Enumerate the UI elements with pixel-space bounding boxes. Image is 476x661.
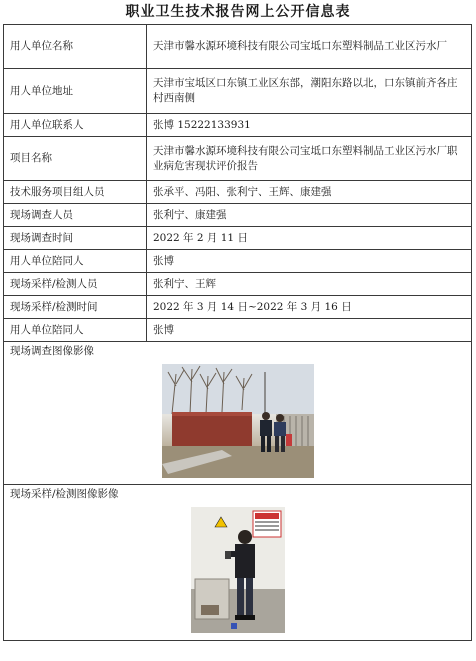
row-value: 张博 15222133931: [147, 114, 472, 137]
row-value: 张利宁、康建强: [147, 204, 472, 227]
table-row: [4, 319, 472, 342]
table-row: [4, 181, 472, 204]
table-row: [4, 227, 472, 250]
row-label: 用人单位陪同人: [4, 250, 147, 273]
row-label: 用人单位名称: [4, 25, 147, 69]
table-row: [4, 485, 472, 641]
table-row: [4, 25, 472, 69]
page-title: 职业卫生技术报告网上公开信息表: [125, 4, 351, 20]
row-value: 张博: [147, 319, 472, 342]
row-label: 现场采样/检测时间: [4, 296, 147, 319]
table-row: [4, 273, 472, 296]
row-value: 2022 年 2 月 11 日: [147, 227, 472, 250]
survey-image-cell: [4, 342, 472, 485]
row-label: 用人单位陪同人: [4, 319, 147, 342]
row-value: 张博: [147, 250, 472, 273]
sampling-image-cell: [4, 485, 472, 641]
sampling-photo-graphic: [191, 507, 285, 633]
row-value: 2022 年 3 月 14 日~2022 年 3 月 16 日: [147, 296, 472, 319]
row-label: 用人单位地址: [4, 69, 147, 114]
row-value: 天津市馨水源环境科技有限公司宝坻口东塑料制品工业区污水厂职业病危害现状评价报告: [147, 137, 472, 181]
sampling-photo: [191, 507, 285, 633]
row-label: 现场调查人员: [4, 204, 147, 227]
row-label: 项目名称: [4, 137, 147, 181]
row-value: 张利宁、王辉: [147, 273, 472, 296]
table-row: [4, 342, 472, 485]
survey-image-label: 现场调查图像影像: [10, 345, 94, 357]
row-value: 天津市馨水源环境科技有限公司宝坻口东塑料制品工业区污水厂: [147, 25, 472, 69]
table-row: [4, 296, 472, 319]
sampling-image-label: 现场采样/检测图像影像: [10, 488, 119, 500]
table-row: [4, 69, 472, 114]
row-label: 用人单位联系人: [4, 114, 147, 137]
survey-photo-graphic: [162, 364, 314, 478]
row-label: 技术服务项目组人员: [4, 181, 147, 204]
table-row: [4, 137, 472, 181]
table-row: [4, 114, 472, 137]
survey-photo: [162, 364, 314, 478]
info-table: [3, 24, 472, 641]
row-label: 现场采样/检测人员: [4, 273, 147, 296]
row-value: 天津市宝坻区口东镇工业区东部，潮阳东路以北，口东镇前齐各庄村西南侧: [147, 69, 472, 114]
table-row: [4, 250, 472, 273]
table-row: [4, 204, 472, 227]
row-value: 张承平、冯阳、张利宁、王辉、康建强: [147, 181, 472, 204]
row-label: 现场调查时间: [4, 227, 147, 250]
